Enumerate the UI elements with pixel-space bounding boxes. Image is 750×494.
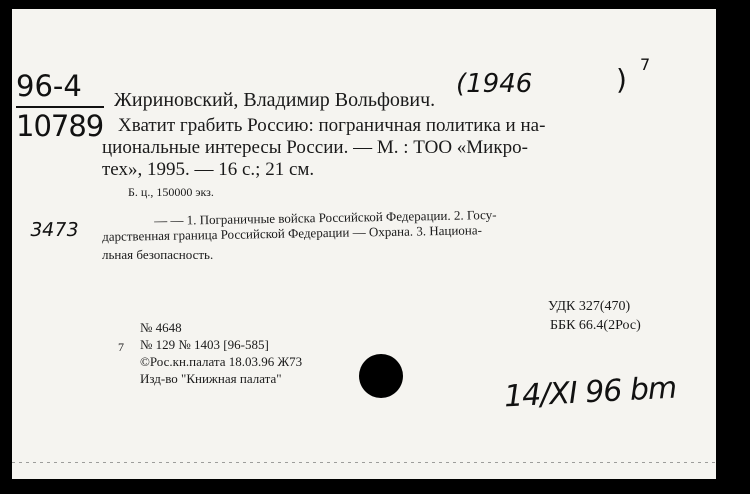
closing-paren-note: ) — [616, 63, 627, 96]
title-line-3: тех», 1995. — 16 с.; 21 см. — [102, 159, 315, 180]
registry-line-4: Изд-во "Книжная палата" — [140, 371, 282, 386]
tick-mark: 7 — [640, 55, 651, 74]
registry-number: № 4648 — [140, 320, 182, 335]
dotted-scan-line — [12, 462, 716, 463]
udk-code: УДК 327(470) — [548, 299, 631, 314]
subjects-line-2: дарственная граница Российской Федерации — Охрана. 3. Национа- — [102, 222, 483, 244]
shelf-mark-divider — [16, 106, 104, 108]
punch-hole — [359, 354, 403, 398]
catalog-card — [12, 9, 716, 479]
subjects-line-3: льная безопасность. — [102, 247, 214, 262]
registry-line-3: ©Рос.кн.палата 18.03.96 Ж73 — [140, 354, 303, 369]
registry-line-2: № 129 № 1403 [96-585] — [140, 337, 269, 352]
bottom-handwritten-note: 14/XI 96 bm — [503, 370, 678, 415]
birth-year-note: (1946 — [456, 69, 533, 99]
registry-marker: 7 — [118, 340, 124, 354]
price-line: Б. ц., 150000 экз. — [128, 185, 214, 199]
subjects-line-1: — — 1. Пограничные войска Российской Федерации. 2. Госу- — [154, 207, 497, 228]
shelf-mark-bottom: 10789 — [16, 109, 104, 143]
bbk-code: ББК 66.4(2Рос) — [550, 318, 641, 333]
side-note: 3473 — [28, 219, 81, 241]
title-line-2: циональные интересы России. — М. : ТОО «Микро- — [102, 137, 528, 158]
shelf-mark-top: 96-4 — [16, 69, 82, 103]
author-heading: Жириновский, Владимир Вольфович. — [114, 89, 436, 111]
title-line-1: Хватит грабить Россию: пограничная политика и на- — [118, 115, 546, 136]
